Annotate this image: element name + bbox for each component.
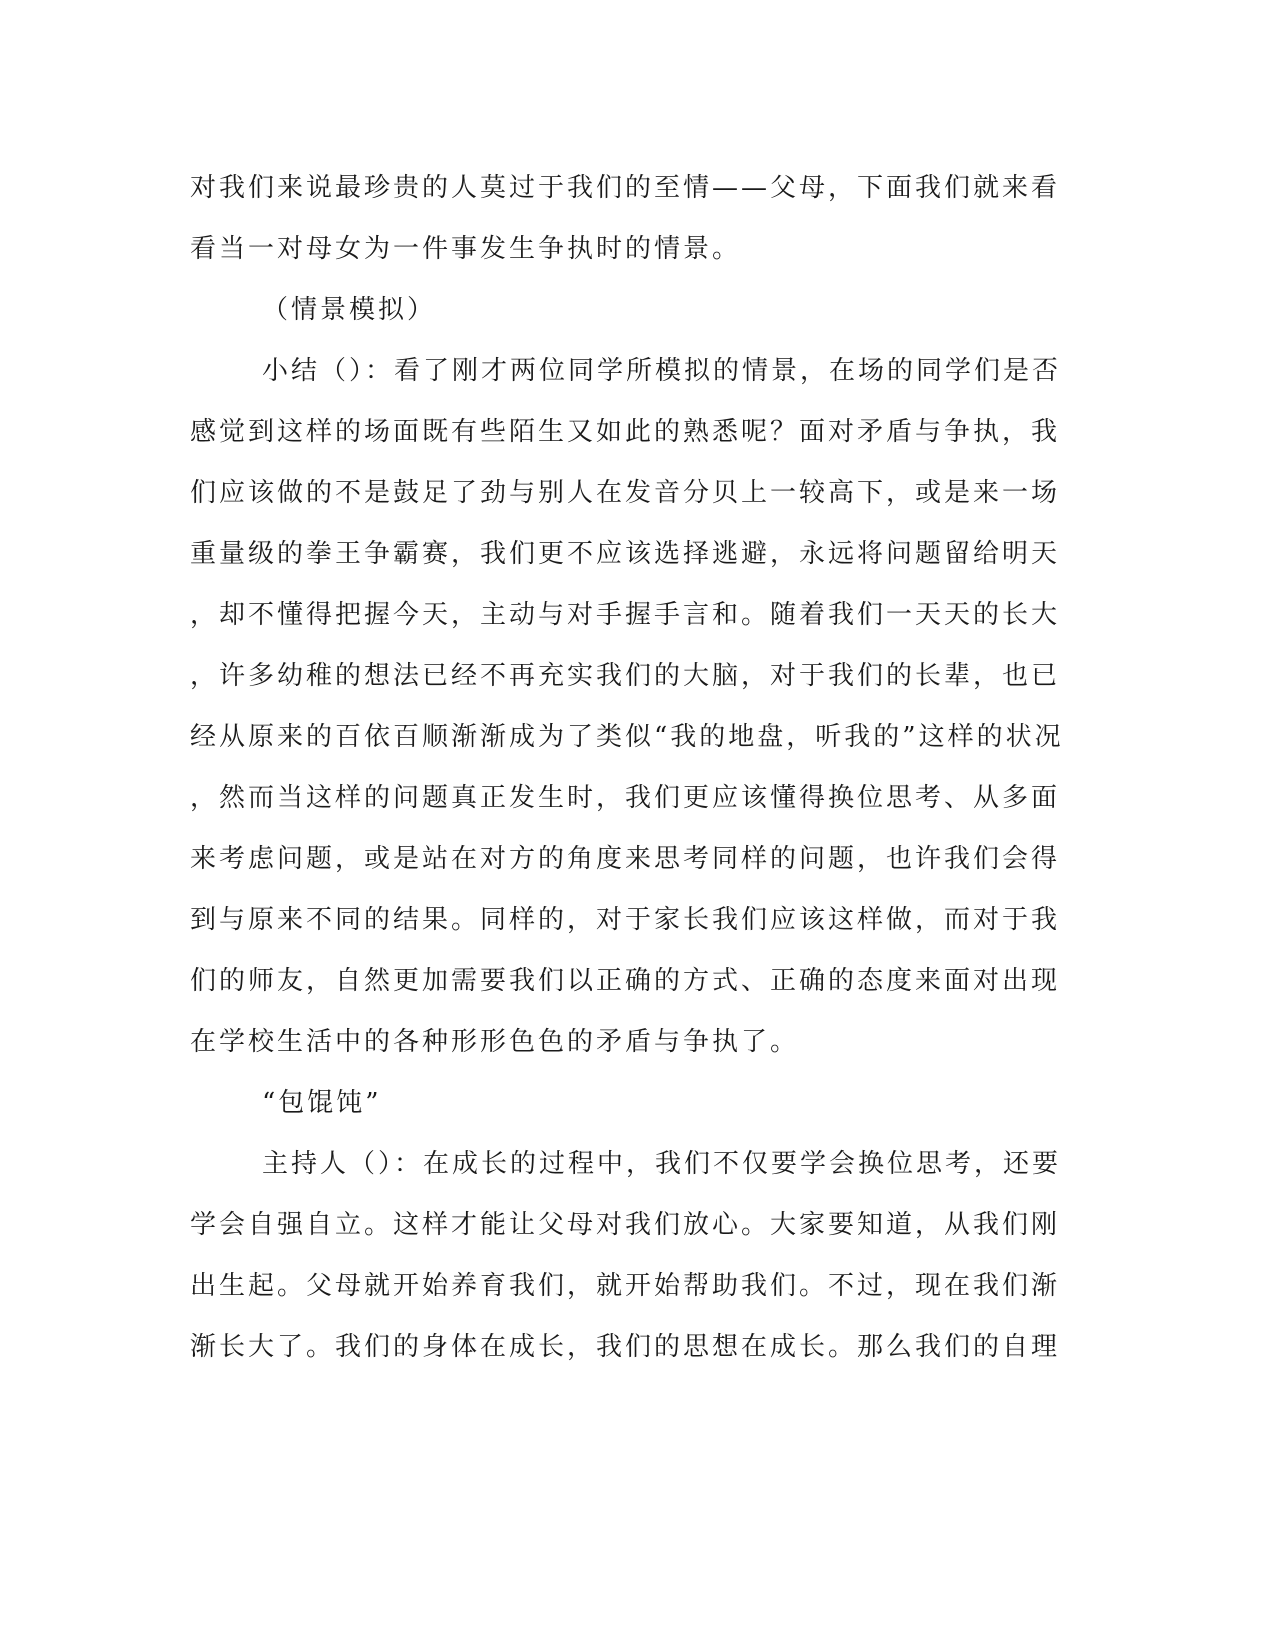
text-line: 重量级的拳王争霸赛，我们更不应该选择逃避，永远将问题留给明天	[190, 539, 1061, 569]
text-line: 渐长大了。我们的身体在成长，我们的思想在成长。那么我们的自理	[190, 1332, 1061, 1362]
activity-heading: “包馄饨”	[262, 1088, 382, 1118]
text-line: 们的师友，自然更加需要我们以正确的方式、正确的态度来面对出现	[190, 966, 1061, 996]
text-line: 学会自强自立。这样才能让父母对我们放心。大家要知道，从我们刚	[190, 1210, 1061, 1240]
text-line: ，许多幼稚的想法已经不再充实我们的大脑，对于我们的长辈，也已	[190, 661, 1061, 691]
text-line: 来考虑问题，或是站在对方的角度来思考同样的问题，也许我们会得	[190, 844, 1061, 874]
text-line: ，然而当这样的问题真正发生时，我们更应该懂得换位思考、从多面	[190, 783, 1061, 813]
text-line: 经从原来的百依百顺渐渐成为了类似“我的地盘，听我的”这样的状况	[190, 722, 1064, 752]
scene-heading: （情景模拟）	[262, 295, 437, 325]
text-line: 主持人（）：在成长的过程中，我们不仅要学会换位思考，还要	[262, 1149, 1062, 1179]
text-line: 对我们来说最珍贵的人莫过于我们的至情——父母，下面我们就来看	[190, 173, 1061, 203]
text-line: 出生起。父母就开始养育我们，就开始帮助我们。不过，现在我们渐	[190, 1271, 1061, 1301]
text-line: 看当一对母女为一件事发生争执时的情景。	[190, 234, 742, 264]
body-text	[190, 158, 1090, 1378]
text-line: 们应该做的不是鼓足了劲与别人在发音分贝上一较高下，或是来一场	[190, 478, 1061, 508]
text-line: 到与原来不同的结果。同样的，对于家长我们应该这样做，而对于我	[190, 905, 1061, 935]
text-line: 感觉到这样的场面既有些陌生又如此的熟悉呢？面对矛盾与争执，我	[190, 417, 1061, 447]
text-line: 在学校生活中的各种形形色色的矛盾与争执了。	[190, 1027, 800, 1057]
text-line: ，却不懂得把握今天，主动与对手握手言和。随着我们一天天的长大	[190, 600, 1061, 630]
text-line: 小结（）：看了刚才两位同学所模拟的情景，在场的同学们是否	[262, 356, 1062, 386]
